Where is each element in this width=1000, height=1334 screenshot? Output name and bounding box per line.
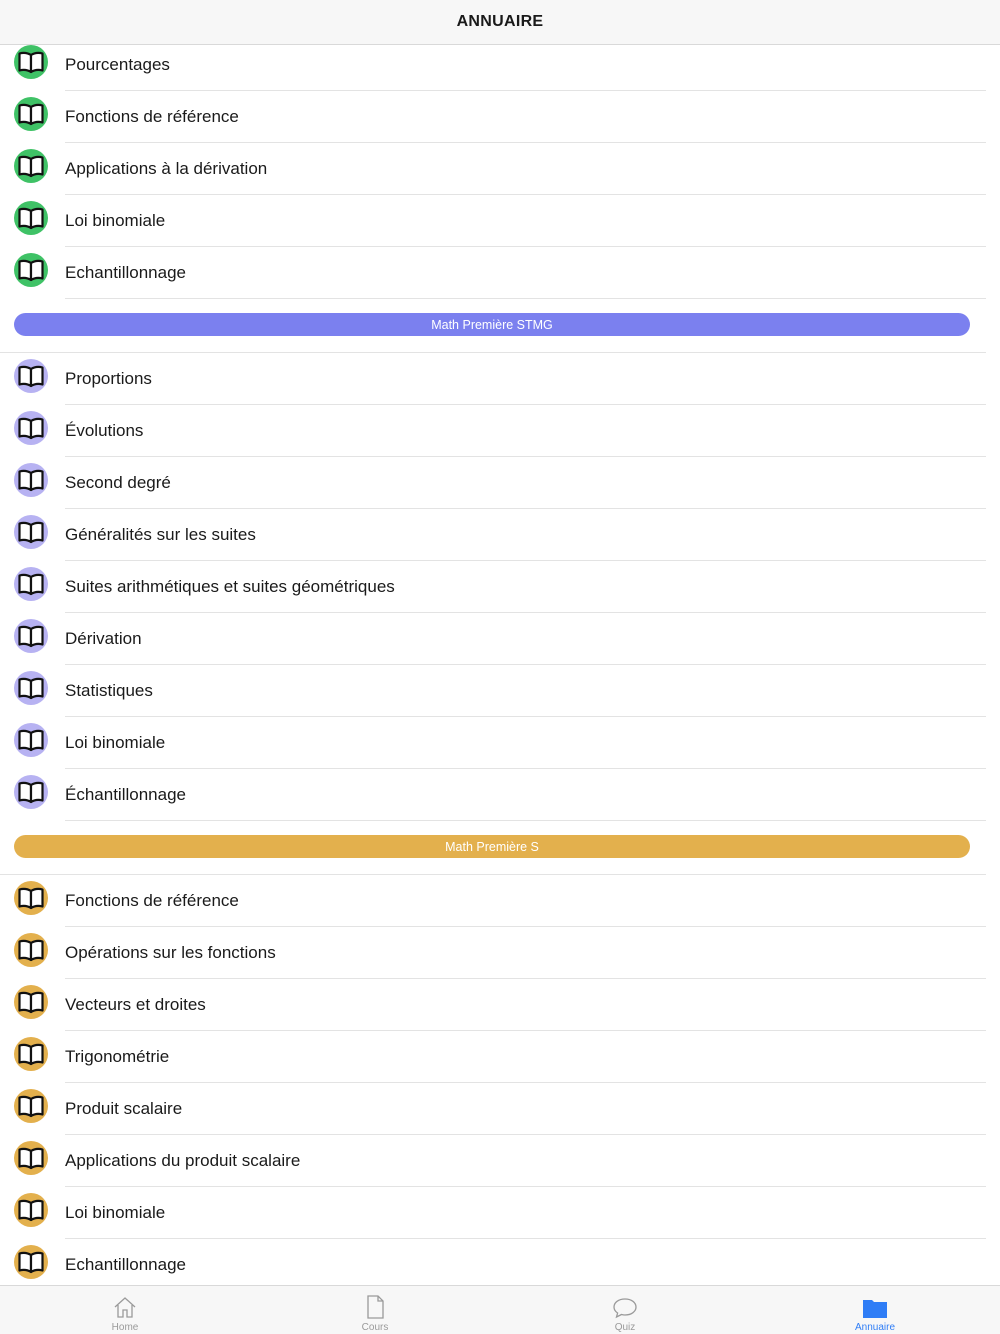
list-item[interactable] bbox=[65, 91, 986, 143]
list-item[interactable] bbox=[65, 927, 986, 979]
open-book-icon bbox=[17, 624, 45, 648]
list-item[interactable] bbox=[65, 1239, 986, 1286]
open-book-icon bbox=[17, 416, 45, 440]
open-book-icon bbox=[17, 258, 45, 282]
list-item[interactable] bbox=[65, 665, 986, 717]
open-book-icon bbox=[17, 780, 45, 804]
open-book-icon bbox=[17, 990, 45, 1014]
list-item[interactable] bbox=[65, 613, 986, 665]
list-item-label: Évolutions bbox=[65, 421, 144, 440]
book-badge bbox=[14, 1141, 48, 1175]
tab-label-annuaire: Annuaire bbox=[854, 1322, 896, 1333]
list-item[interactable] bbox=[65, 1031, 986, 1083]
list-item[interactable] bbox=[65, 457, 986, 509]
list-item-label: Second degré bbox=[65, 473, 171, 492]
book-badge bbox=[14, 1245, 48, 1279]
document-icon bbox=[362, 1294, 388, 1320]
open-book-icon bbox=[17, 468, 45, 492]
list-item-label: Généralités sur les suites bbox=[65, 525, 256, 544]
list-item[interactable] bbox=[65, 509, 986, 561]
open-book-icon bbox=[17, 206, 45, 230]
book-badge bbox=[14, 411, 48, 445]
list-item-label: Loi binomiale bbox=[65, 211, 166, 230]
book-badge bbox=[14, 253, 48, 287]
folder-icon bbox=[862, 1294, 888, 1320]
list-item-label: Pourcentages bbox=[65, 55, 170, 74]
book-badge bbox=[14, 1037, 48, 1071]
list-item-label: Suites arithmétiques et suites géométriques bbox=[65, 577, 395, 596]
open-book-icon bbox=[17, 676, 45, 700]
tab-cours[interactable] bbox=[250, 1286, 500, 1334]
list-item-label: Produit scalaire bbox=[65, 1099, 183, 1118]
section-header bbox=[0, 299, 986, 353]
book-badge bbox=[14, 463, 48, 497]
book-badge bbox=[14, 1193, 48, 1227]
section-header bbox=[0, 821, 986, 875]
home-icon bbox=[112, 1294, 138, 1320]
list-item-label: Statistiques bbox=[65, 681, 153, 700]
list-item-label: Échantillonnage bbox=[65, 785, 186, 804]
open-book-icon bbox=[17, 520, 45, 544]
book-badge bbox=[14, 881, 48, 915]
open-book-icon bbox=[17, 938, 45, 962]
list-item-label: Proportions bbox=[65, 369, 152, 388]
open-book-icon bbox=[17, 728, 45, 752]
tab-label-cours: Cours bbox=[361, 1322, 389, 1333]
tab-bar bbox=[0, 1285, 1000, 1334]
open-book-icon bbox=[17, 1146, 45, 1170]
tab-annuaire[interactable] bbox=[750, 1286, 1000, 1334]
list-item[interactable] bbox=[65, 979, 986, 1031]
tab-label-quiz: Quiz bbox=[614, 1322, 636, 1333]
book-badge bbox=[14, 149, 48, 183]
book-badge bbox=[14, 359, 48, 393]
list-item-label: Applications à la dérivation bbox=[65, 159, 268, 178]
list-item[interactable] bbox=[65, 769, 986, 821]
list-item[interactable] bbox=[65, 353, 986, 405]
tab-quiz[interactable] bbox=[500, 1286, 750, 1334]
open-book-icon bbox=[17, 50, 45, 74]
open-book-icon bbox=[17, 572, 45, 596]
open-book-icon bbox=[17, 1250, 45, 1274]
list-item-label: Dérivation bbox=[65, 629, 142, 648]
book-badge bbox=[14, 567, 48, 601]
list-item-label: Vecteurs et droites bbox=[65, 995, 206, 1014]
book-badge bbox=[14, 97, 48, 131]
open-book-icon bbox=[17, 102, 45, 126]
list-item-label: Loi binomiale bbox=[65, 733, 166, 752]
page-title: ANNUAIRE bbox=[456, 13, 544, 30]
open-book-icon bbox=[17, 154, 45, 178]
book-badge bbox=[14, 619, 48, 653]
tab-label-home: Home bbox=[111, 1322, 139, 1333]
speech-bubble-icon bbox=[612, 1294, 638, 1320]
section-header-pill: Math Première S bbox=[14, 835, 970, 858]
navigation-bar bbox=[0, 0, 1000, 45]
list-item[interactable] bbox=[65, 44, 986, 91]
list-item-label: Trigonométrie bbox=[65, 1047, 170, 1066]
book-badge bbox=[14, 723, 48, 757]
directory-list[interactable] bbox=[0, 44, 1000, 1286]
open-book-icon bbox=[17, 886, 45, 910]
list-item[interactable] bbox=[65, 247, 986, 299]
book-badge bbox=[14, 45, 48, 79]
open-book-icon bbox=[17, 1042, 45, 1066]
list-item-label: Loi binomiale bbox=[65, 1203, 166, 1222]
list-item[interactable] bbox=[65, 561, 986, 613]
book-badge bbox=[14, 933, 48, 967]
list-item-label: Echantillonnage bbox=[65, 263, 186, 282]
open-book-icon bbox=[17, 1198, 45, 1222]
list-item[interactable] bbox=[65, 1083, 986, 1135]
list-item[interactable] bbox=[65, 875, 986, 927]
list-item[interactable] bbox=[65, 1187, 986, 1239]
book-badge bbox=[14, 1089, 48, 1123]
list-item[interactable] bbox=[65, 717, 986, 769]
list-item-label: Fonctions de référence bbox=[65, 891, 239, 910]
book-badge bbox=[14, 201, 48, 235]
list-item[interactable] bbox=[65, 405, 986, 457]
book-badge bbox=[14, 515, 48, 549]
list-item[interactable] bbox=[65, 195, 986, 247]
book-badge bbox=[14, 985, 48, 1019]
list-item[interactable] bbox=[65, 1135, 986, 1187]
tab-home[interactable] bbox=[0, 1286, 250, 1334]
open-book-icon bbox=[17, 364, 45, 388]
book-badge bbox=[14, 775, 48, 809]
list-item[interactable] bbox=[65, 143, 986, 195]
list-item-label: Fonctions de référence bbox=[65, 107, 239, 126]
list-item-label: Applications du produit scalaire bbox=[65, 1151, 301, 1170]
book-badge bbox=[14, 671, 48, 705]
list-item-label: Echantillonnage bbox=[65, 1255, 186, 1274]
section-header-pill: Math Première STMG bbox=[14, 313, 970, 336]
open-book-icon bbox=[17, 1094, 45, 1118]
list-item-label: Opérations sur les fonctions bbox=[65, 943, 276, 962]
